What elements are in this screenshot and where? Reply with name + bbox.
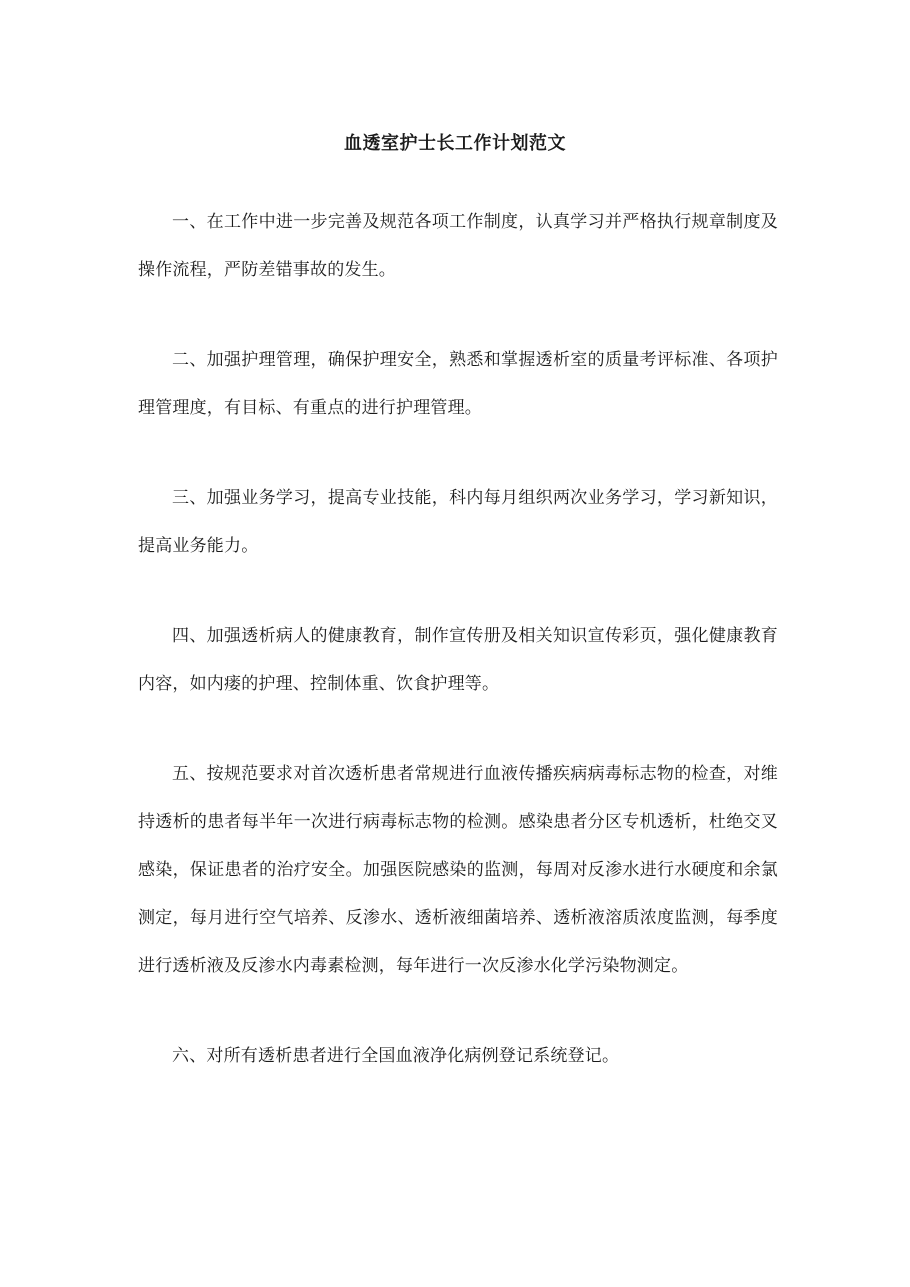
- paragraph-4: 四、加强透析病人的健康教育，制作宣传册及相关知识宣传彩页，强化健康教育内容，如内瘘的护理、控制体重、饮食护理等。: [138, 626, 778, 694]
- paragraph-2: 二、加强护理管理，确保护理安全，熟悉和掌握透析室的质量考评标准、各项护理管理度，有目标、有重点的进行护理管理。: [138, 350, 778, 418]
- document-body: [138, 198, 778, 1122]
- paragraph-1: 一、在工作中进一步完善及规范各项工作制度，认真学习并严格执行规章制度及操作流程，严防差错事故的发生。: [138, 212, 778, 280]
- paragraph-5: 五、按规范要求对首次透析患者常规进行血液传播疾病病毒标志物的检查，对维持透析的患者每半年一次进行病毒标志物的检测。感染患者分区专机透析，杜绝交叉感染，保证患者的治疗安全。加强医院感染的监测，每周对反渗水进行水硬度和余氯测定，每月进行空气培养、反渗水、透析液细菌培养、透析液溶质浓度监测，每季度进行透析液及反渗水内毒素检测，每年进行一次反渗水化学污染物测定。: [138, 764, 778, 976]
- paragraph-3: 三、加强业务学习，提高专业技能，科内每月组织两次业务学习，学习新知识，提高业务能力。: [138, 488, 778, 556]
- document-title: 血透室护士长工作计划范文: [344, 133, 566, 154]
- paragraph-6: 六、对所有透析患者进行全国血液净化病例登记系统登记。: [172, 1046, 620, 1066]
